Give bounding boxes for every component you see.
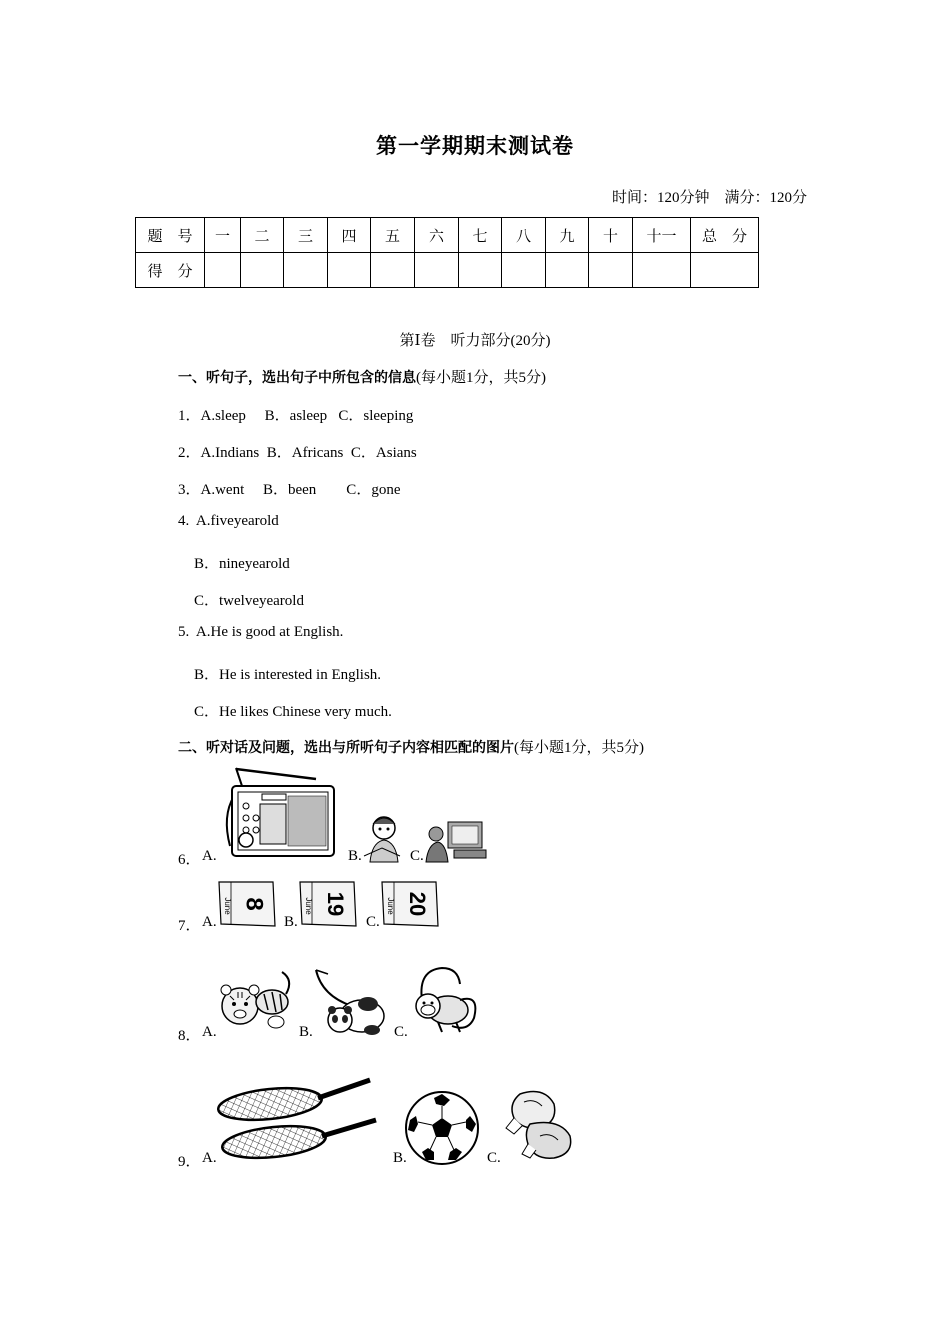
score-row-label: 得 分	[136, 253, 205, 288]
score-header-cell: 八	[502, 218, 546, 253]
score-table	[135, 217, 759, 288]
score-header-cell: 十	[589, 218, 633, 253]
computer-icon	[424, 820, 490, 864]
q6-number: 6．	[178, 852, 201, 868]
soccer-ball-icon	[404, 1090, 484, 1166]
score-input-cell[interactable]	[284, 253, 328, 288]
monkey-icon	[408, 964, 484, 1036]
score-header-cell: 三	[284, 218, 328, 253]
q8-option-a: A.	[202, 1024, 217, 1040]
q8-option-c: C.	[394, 1024, 408, 1040]
score-input-cell[interactable]	[546, 253, 589, 288]
score-header-cell: 七	[459, 218, 502, 253]
score-header-cell: 九	[546, 218, 589, 253]
score-table-header-row	[136, 218, 759, 253]
calendar-month: June	[304, 897, 313, 915]
score-input-cell[interactable]	[691, 253, 759, 288]
score-header-cell: 题 号	[136, 218, 205, 253]
q9-number: 9．	[178, 1154, 201, 1170]
calendar-day: 8	[240, 897, 268, 911]
question-4-option-b: B．nineyearold	[194, 556, 290, 572]
score-input-cell[interactable]	[328, 253, 371, 288]
part1-note: (每小题1分，共5分)	[416, 370, 546, 386]
part1-heading	[178, 366, 546, 387]
score-header-cell: 四	[328, 218, 371, 253]
score-header-cell: 五	[371, 218, 415, 253]
panda-icon	[312, 966, 388, 1038]
score-table-score-row	[136, 253, 759, 288]
tiger-icon	[216, 966, 294, 1038]
q9-option-b: B.	[393, 1150, 407, 1166]
q6-option-c: C.	[410, 848, 424, 864]
q7-option-c: C.	[366, 914, 380, 930]
q7-option-a: A.	[202, 914, 217, 930]
question-2: 2．A.Indians B．Africans C．Asians	[178, 445, 417, 461]
calendar-day: 19	[323, 891, 349, 917]
score-input-cell[interactable]	[371, 253, 415, 288]
score-input-cell[interactable]	[589, 253, 633, 288]
calendar-icon	[298, 878, 358, 928]
radio-icon	[220, 766, 340, 862]
score-header-cell: 六	[415, 218, 459, 253]
score-header-cell: 一	[205, 218, 241, 253]
question-4-option-c: C．twelveyearold	[194, 593, 304, 609]
score-input-cell[interactable]	[415, 253, 459, 288]
score-input-cell[interactable]	[633, 253, 691, 288]
q8-number: 8．	[178, 1028, 201, 1044]
question-5-option-b: B．He is interested in English.	[194, 667, 382, 683]
calendar-month: June	[223, 897, 232, 915]
q6-option-a: A.	[202, 848, 217, 864]
calendar-day: 20	[405, 891, 431, 917]
part1-heading-text: 一、听句子，选出句子中所包含的信息	[178, 370, 416, 386]
q7-number: 7．	[178, 918, 201, 934]
rackets-icon	[214, 1074, 382, 1166]
score-header-cell: 十一	[633, 218, 691, 253]
score-input-cell[interactable]	[241, 253, 284, 288]
question-5-option-c: C．He likes Chinese very much.	[194, 704, 392, 720]
question-5: 5. A.He is good at English.	[178, 624, 344, 640]
score-input-cell[interactable]	[459, 253, 502, 288]
score-header-cell: 总 分	[691, 218, 759, 253]
question-3: 3．A.went B．been C．gone	[178, 482, 401, 498]
exam-meta: 时间：120分钟 满分：120分	[611, 190, 807, 206]
question-1: 1．A.sleep B．asleep C．sleeping	[178, 408, 414, 424]
q9-option-a: A.	[202, 1150, 217, 1166]
part2-heading	[178, 736, 644, 757]
calendar-icon	[217, 878, 277, 928]
q6-option-b: B.	[348, 848, 362, 864]
boxing-gloves-icon	[500, 1088, 578, 1164]
question-4: 4. A.fiveyearold	[178, 513, 279, 529]
q7-option-b: B.	[284, 914, 298, 930]
score-input-cell[interactable]	[205, 253, 241, 288]
child-studying-icon	[360, 812, 408, 864]
part2-heading-text: 二、听对话及问题，选出与所听句子内容相匹配的图片	[178, 740, 514, 756]
page-title: 第一学期期末测试卷	[376, 134, 574, 158]
q9-option-c: C.	[487, 1150, 501, 1166]
calendar-month: June	[386, 897, 395, 915]
section-title: 第Ⅰ卷 听力部分(20分)	[399, 333, 551, 349]
q8-option-b: B.	[299, 1024, 313, 1040]
score-header-cell: 二	[241, 218, 284, 253]
part2-note: (每小题1分，共5分)	[514, 740, 644, 756]
score-input-cell[interactable]	[502, 253, 546, 288]
calendar-icon	[380, 878, 440, 928]
